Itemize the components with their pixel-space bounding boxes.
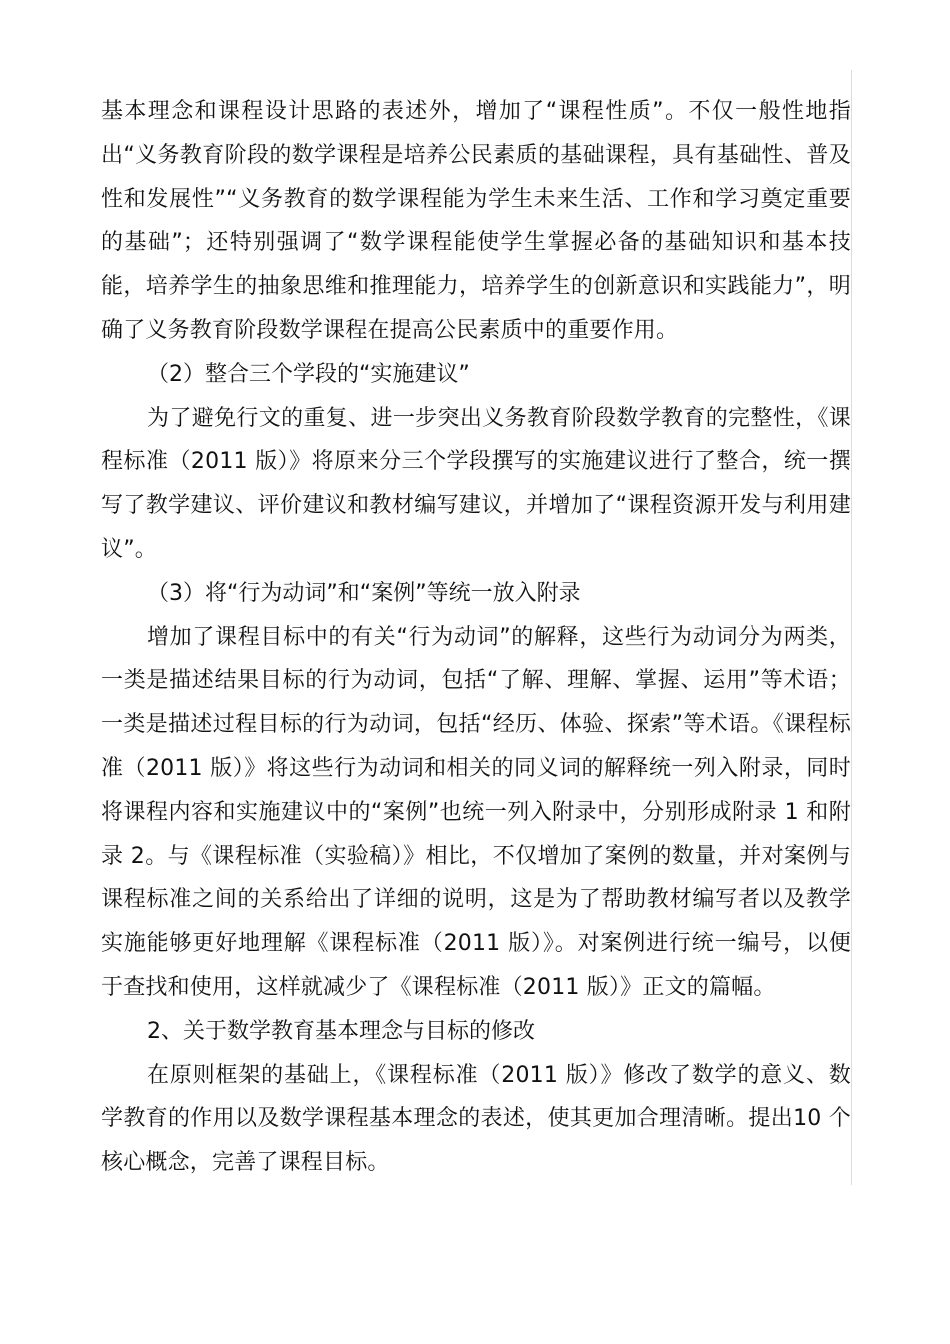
paragraph-curriculum-nature: 基本理念和课程设计思路的表述外，增加了“课程性质”。不仅一般性地指出“义务教育阶段的数学课程是培养公民素质的基础课程，具有基础性、普及性和发展性”“义务教育的数学课程能为学生未来生活、工作和学习奠定重要的基础”；还特别强调了“数学课程能使学生掌握必备的基础知识和基本技能，培养学生的抽象思维和推理能力，培养学生的创新意识和实践能力”，明确了义务教育阶段数学课程在提高公民素质中的重要作用。 [101, 99, 851, 343]
paragraph-implementation-suggestions: 为了避免行文的重复、进一步突出义务教育阶段数学教育的完整性，《课程标准（2011 版）》将原来分三个学段撰写的实施建议进行了整合，统一撰写了教学建议、评价建议和教材编写建议，并增加了“课程资源开发与利用建议”。 [101, 405, 851, 562]
paragraph-behavior-verbs: 增加了课程目标中的有关“行为动词”的解释，这些行为动词分为两类，一类是描述结果目标的行为动词，包括“了解、理解、掌握、运用”等术语；一类是描述过程目标的行为动词，包括“经历、体验、探索”等术语。《课程标准（2011 版）》将这些行为动词和相关的同义词的解释统一列入附录，同时将课程内容和实施建议中的“案例”也统一列入附录中，分别形成附录 1 和附录 2。与《课程标准（实验稿）》相比，不仅增加了案例的数量，并对案例与课程标准之间的关系给出了详细的说明，这是为了帮助教材编写者以及教学实施能够更好地理解《课程标准（2011 版）》。对案例进行统一编号，以便于查找和使用，这样就减少了《课程标准（2011 版）》正文的篇幅。 [101, 624, 851, 1000]
subheading-appendix: （3）将“行为动词”和“案例”等统一放入附录 [147, 580, 581, 606]
section-heading-revision: 2、关于数学教育基本理念与目标的修改 [147, 1018, 535, 1044]
subheading-integrate-implementation: （2）整合三个学段的“实施建议” [147, 361, 470, 387]
paragraph-core-concepts: 在原则框架的基础上，《课程标准（2011 版）》修改了数学的意义、数学教育的作用以及数学课程基本理念的表述，使其更加合理清晰。提出10 个核心概念，完善了课程目标。 [101, 1062, 851, 1176]
page-margin-rule [851, 70, 852, 1185]
document-body [101, 90, 851, 1185]
